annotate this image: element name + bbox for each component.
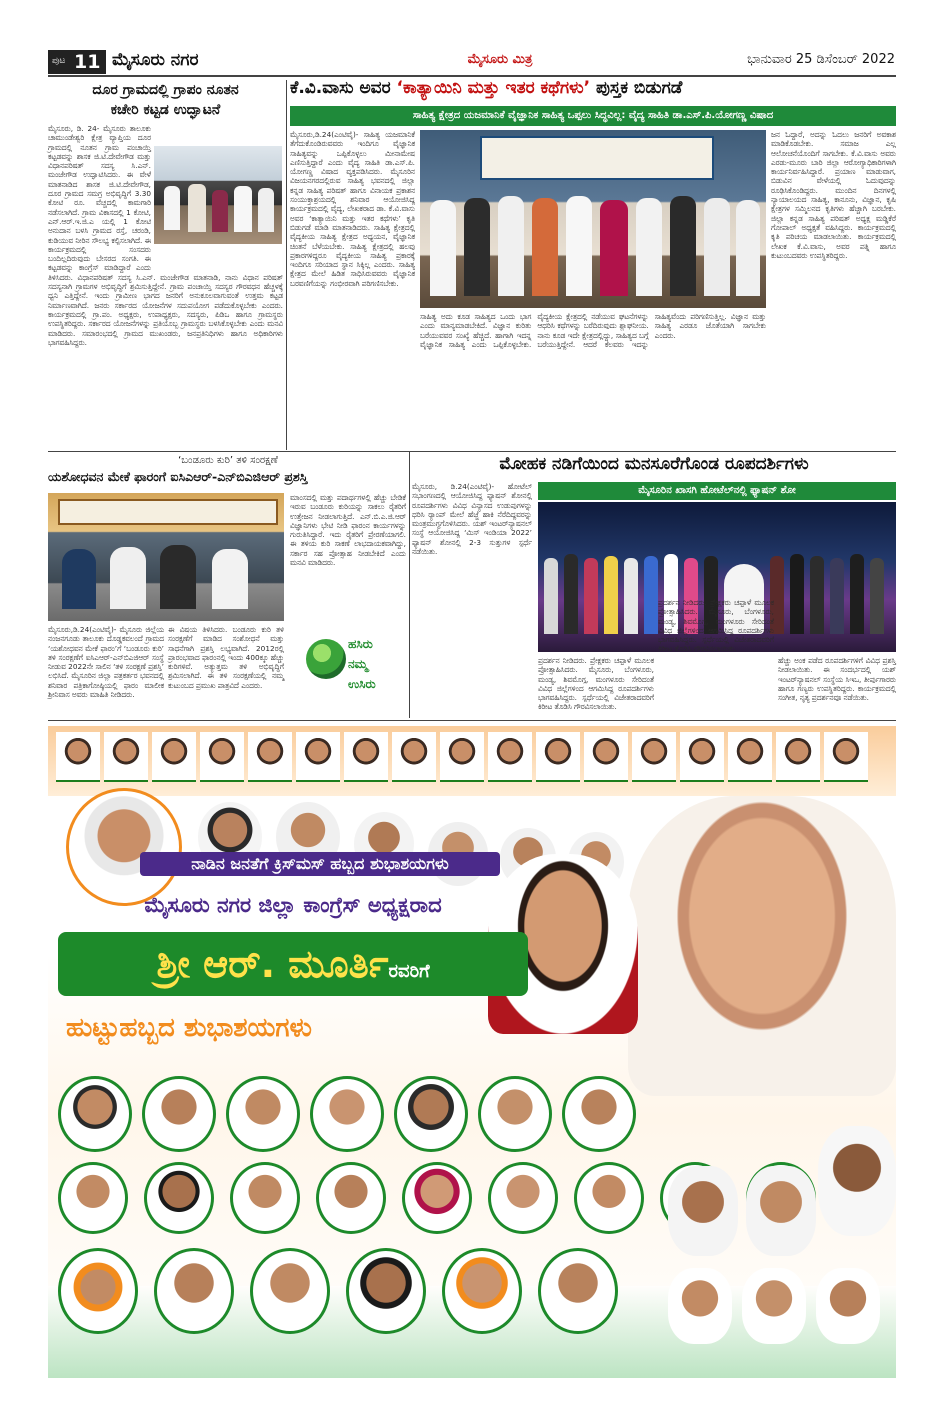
ad-bottom-row-3 [58, 1248, 888, 1368]
birthday-advertisement [48, 726, 896, 1378]
portrait [230, 1162, 300, 1234]
portrait [346, 1248, 426, 1334]
portrait [440, 732, 484, 782]
portrait [776, 732, 820, 782]
story1-body [48, 124, 283, 448]
story4-body-a [412, 482, 532, 714]
portrait [344, 732, 388, 782]
portrait [668, 1166, 738, 1256]
story2-body-right [771, 130, 896, 446]
portrait [584, 732, 628, 782]
story2-body-mid [420, 312, 766, 446]
story3-body-a [48, 625, 164, 715]
portrait [58, 1248, 138, 1334]
issue-date: ಭಾನುವಾರ 25 ಡಿಸೆಂಬರ್ 2022 [747, 52, 895, 67]
portrait [104, 732, 148, 782]
story3-headline: ಯಶೋಧವನ ಮೇಕೆ ಫಾರಂಗೆ ಐಸಿಎಆರ್-ಎನ್‌ಬಿಎಜಿಆರ್ ಪ್ರಶಸ್ತಿ [48, 469, 308, 484]
vertical-divider-1 [286, 80, 287, 450]
story4-text-b2: ಪ್ರದರ್ಶನ ನೀಡಿದರು. ಪ್ರೇಕ್ಷಕರು ಚಪ್ಪಾಳೆ ಮೂಲಕ ಪ್ರೋತ್ಸಾಹಿಸಿದರು. ಮೈಸೂರು, ಬೆಂಗಳೂರು, ಮಂಡ್ಯ, ಶಿವಮೊಗ್ಗ, ಮಂಗಳೂರು ಸೇರಿದಂತೆ ವಿವಿಧ ಜಿಲ್ಲೆಗಳಿಂದ ಆಗಮಿಸಿದ್ದ ರೂಪದರ್ಶಿಗಳು ಭಾಗವಹಿಸಿದ್ದರು. ಸ್ಪರ್ಧೆಯಲ್ಲಿ ವಿಜೇತರಾದವರಿಗೆ ಕಿರೀಟ ತೊಡಿಸಿ ಗೌರವಿಸಲಾಯಿತು. [658, 598, 774, 654]
story3-photo [48, 493, 284, 621]
page-number: 11 [74, 51, 101, 73]
green-logo-line3: ಉಸಿರು [348, 677, 376, 691]
portrait [728, 732, 772, 782]
story2-subhead: ಸಾಹಿತ್ಯ ಕ್ಷೇತ್ರದ ಯಜಮಾನಿಕೆ ವೈಜ್ಞಾನಿಕ ಸಾಹಿತ್ಯ ಒಪ್ಪಲು ಸಿದ್ಧವಿಲ್ಲ: ವೈದ್ಯ ಸಾಹಿತಿ ಡಾ.ಎಸ್.ಪಿ.ಯೋಗಣ್ಣ ವಿಷಾದ [290, 106, 896, 126]
portrait [394, 1076, 468, 1152]
story2-headline-quote: ‘ಕಾತ್ಯಾಯಿನಿ ಮತ್ತು ಇತರ ಕಥೆಗಳು’ [396, 78, 591, 98]
portrait [152, 732, 196, 782]
green-logo [298, 631, 398, 713]
portrait [56, 732, 100, 782]
portrait-large [66, 788, 182, 906]
portrait [226, 1076, 300, 1152]
portrait [818, 1126, 896, 1236]
story2-text-left: ಮೈಸೂರು,ಡಿ.24(ಎಂಟಿವೈ)- ಸಾಹಿತ್ಯ ಯಜಮಾನಿಕೆ ತೆಗೆದುಕೊಂಡಿರುವವರು ಇಂದಿಗೂ ವೈಜ್ಞಾನಿಕ ಸಾಹಿತ್ಯವನ್ನು ಒಪ್ಪಿಕೊಳ್ಳಲು ಮೀನಾಮೇಷ ಎಣಿಸುತ್ತಿದ್ದಾರೆ ಎಂದು ವೈದ್ಯ ಸಾಹಿತಿ ಡಾ.ಎಸ್.ಪಿ. ಯೋಗಣ್ಣ ವಿಷಾದ ವ್ಯಕ್ತಪಡಿಸಿದರು. ಮೈಸೂರಿನ ವಿಜಯನಗರದಲ್ಲಿರುವ ಸಾಹಿತ್ಯ ಭವನದಲ್ಲಿ ಜಿಲ್ಲಾ ಕನ್ನಡ ಸಾಹಿತ್ಯ ಪರಿಷತ್ ಹಾಗೂ ವಿನಾಯಕ ಪ್ರಕಾಶನ ಸಂಯುಕ್ತಾಶ್ರಯದಲ್ಲಿ ಶನಿವಾರ ಆಯೋಜಿಸಿದ್ದ ಕಾರ್ಯಕ್ರಮದಲ್ಲಿ ವೈದ್ಯ, ಲೇಖಕರಾದ ಡಾ. ಕೆ.ವಿ.ವಾಸು ಅವರ ‘ಕಾತ್ಯಾಯಿನಿ ಮತ್ತು ಇತರ ಕಥೆಗಳು’ ಕೃತಿ ಬಿಡುಗಡೆ ಮಾಡಿ ಮಾತನಾಡಿದರು. ಸಾಹಿತ್ಯ ಕ್ಷೇತ್ರದಲ್ಲಿ ವೈದ್ಯಕೀಯ ಸಾಹಿತ್ಯ ಕ್ಷೇತ್ರದ ಅಧ್ಯಯನ, ವೈಜ್ಞಾನಿಕ ಚಿಂತನೆ ಬೆಳೆಯಬೇಕು. ಸಾಹಿತ್ಯ ಕ್ಷೇತ್ರದಲ್ಲಿ ಹಲವು ಪ್ರಕಾರಗಳಿದ್ದರೂ ವೈದ್ಯಕೀಯ ಸಾಹಿತ್ಯ ಪ್ರಕಾರಕ್ಕೆ ಇಂದಿಗೂ ಸರಿಯಾದ ಸ್ಥಾನ ಸಿಕ್ಕಿಲ್ಲ ಎಂದರು. ಸಾಹಿತ್ಯ ಕ್ಷೇತ್ರದ ಮೇಲೆ ಹಿಡಿತ ಸಾಧಿಸಿರುವವರು ವೈಜ್ಞಾನಿಕ ಬರವಣಿಗೆಯನ್ನು ಗಂಭೀರವಾಗಿ ಪರಿಗಣಿಸಬೇಕು. [290, 130, 415, 288]
story4-body-b [538, 656, 654, 714]
portrait [668, 1268, 732, 1344]
story2-headline [290, 78, 896, 104]
portrait [742, 1268, 806, 1344]
portrait [488, 732, 532, 782]
ad-bottom-row-1 [58, 1076, 678, 1156]
horizontal-divider-2 [48, 720, 896, 721]
portrait [562, 1076, 636, 1152]
ad-greeting: ನಾಡಿನ ಜನತೆಗೆ ಕ್ರಿಸ್‌ಮಸ್ ಹಬ್ಬದ ಶುಭಾಶಯಗಳು [140, 852, 500, 876]
story2-text-mid: ಸಾಹಿತ್ಯ ಅದು ಕೂಡ ಸಾಹಿತ್ಯದ ಒಂದು ಭಾಗ ಎಂದು ಮಾನ್ಯಮಾಡಬೇಕಿದೆ. ವಿಜ್ಞಾನ ಕುರಿತು ಬರೆಯುವವರ ಸಂಖ್ಯೆ ಹೆಚ್ಚಿದೆ. ಹಾಗಾಗಿ ಇದನ್ನ ವೈಜ್ಞಾನಿಕ ಸಾಹಿತ್ಯ ಎಂದು ಒಪ್ಪಿಕೊಳ್ಳಬೇಕು. ವೈದ್ಯಕೀಯ ಕ್ಷೇತ್ರದಲ್ಲಿ ನಡೆಯುವ ಘಟನೆಗಳನ್ನು ಆಧರಿಸಿ ಕಥೆಗಳನ್ನು ಬರೆದಿರುವುದು ಶ್ಲಾಘನೀಯ. ನಾನು ಕೂಡ ಇದೇ ಕ್ಷೇತ್ರದಲ್ಲಿದ್ದು, ಸಾಹಿತ್ಯದ ಬಗ್ಗೆ ಬರೆಯುತ್ತಿದ್ದೇನೆ. ಆದರೆ ಕೆಲವರು ಇದನ್ನು ಸಾಹಿತ್ಯವೆಂದು ಪರಿಗಣಿಸುತ್ತಿಲ್ಲ. ವಿಜ್ಞಾನ ಮತ್ತು ಸಾಹಿತ್ಯ ಎರಡೂ ಜೊತೆಯಾಗಿ ಸಾಗಬೇಕು ಎಂದರು. [420, 312, 766, 349]
portrait [746, 1166, 816, 1256]
portrait [58, 1162, 128, 1234]
vertical-divider-2 [409, 452, 410, 718]
ad-top-portraits [56, 732, 888, 784]
portrait [536, 732, 580, 782]
masthead [0, 0, 945, 80]
story4-text-a: ಮೈಸೂರು, ಡಿ.24(ಎಂಟಿವೈ)- ಹೋಟೆಲ್ ಸಭಾಂಗಣದಲ್ಲಿ ಆಯೋಜಿಸಿದ್ದ ಫ್ಯಾಷನ್ ಶೋನಲ್ಲಿ ರೂಪದರ್ಶಿಗಳು ವಿವಿಧ ವಿನ್ಯಾಸದ ಉಡುಪುಗಳನ್ನು ಧರಿಸಿ ರ‍್ಯಾಂಪ್ ಮೇಲೆ ಹೆಜ್ಜೆ ಹಾಕಿ ನೆರೆದಿದ್ದವರನ್ನು ಮಂತ್ರಮುಗ್ಧಗೊಳಿಸಿದರು. ಯಶ್ ಇಂಟರ್‌ನ್ಯಾಷನಲ್ ಸಂಸ್ಥೆ ಆಯೋಜಿಸಿದ್ದ ‘ಮಿಸ್ ಇಂಡಿಯಾ 2022’ ಫ್ಯಾಷನ್ ಶೋನಲ್ಲಿ 2-3 ಸುತ್ತುಗಳ ಸ್ಪರ್ಧೆ ನಡೆಯಿತು. [412, 482, 532, 557]
portrait [680, 732, 724, 782]
story3-kicker: ‘ಬಂಡೂರು ಕುರಿ’ ತಳಿ ಸಂರಕ್ಷಣೆ [178, 455, 278, 466]
story4-body-b2 [658, 598, 774, 714]
ad-line2: ಮೈಸೂರು ನಗರ ಜಿಲ್ಲಾ ಕಾಂಗ್ರೆಸ್ ಅಧ್ಯಕ್ಷರಾದ [144, 893, 442, 917]
portrait [574, 1162, 644, 1234]
story-gram-panchayat [48, 80, 283, 450]
story3-body-b [168, 625, 284, 715]
ad-main-portrait [628, 796, 896, 1096]
portrait [142, 1076, 216, 1152]
portrait [200, 732, 244, 782]
page-label: ಪುಟ [52, 56, 66, 66]
story3-text-a: ಮೈಸೂರು,ಡಿ.24(ಎಂಟಿವೈ)- ಮೈಸೂರು ಜಿಲ್ಲೆಯ ನಂಜನಗೂಡು ತಾಲೂಕು ದೊಡ್ಡಕವಲಂದೆ ಗ್ರಾಮದ ‘ಯಶೋಧವನ ಮೇಕೆ ಫಾರಂ’ಗೆ ‘ಬಂಡೂರು ಕುರಿ’ ತಳಿ ಸಂರಕ್ಷಣೆಗೆ ಐಸಿಎಆರ್-ಎನ್‌ಬಿಎಜಿಆರ್ ಸಂಸ್ಥೆ ನೀಡುವ 2022ನೇ ಸಾಲಿನ ‘ತಳಿ ಸಂರಕ್ಷಣೆ ಪ್ರಶಸ್ತಿ’ ಲಭಿಸಿದೆ. ಮೈಸೂರಿನ ಜಿಲ್ಲಾ ಪತ್ರಕರ್ತರ ಭವನದಲ್ಲಿ ಶನಿವಾರ ಪತ್ರಿಕಾಗೋಷ್ಠಿಯಲ್ಲಿ ಫಾರಂ ಮಾಲೀಕ ಶ್ರೀನಿವಾಸ ಅವರು ಮಾಹಿತಿ ನೀಡಿದರು. [48, 625, 164, 700]
story-fashion-show [412, 452, 896, 718]
story2-photo [420, 130, 766, 308]
ad-line4: ಹುಟ್ಟುಹಬ್ಬದ ಶುಭಾಶಯಗಳು [66, 1013, 312, 1043]
portrait [250, 1248, 330, 1334]
portrait [392, 732, 436, 782]
story4-subhead: ಮೈಸೂರಿನ ಖಾಸಗಿ ಹೋಟೆಲ್‌ನಲ್ಲಿ ಫ್ಯಾಷನ್ ಶೋ [538, 482, 896, 500]
ad-name-block [58, 932, 528, 996]
portrait [478, 1076, 552, 1152]
story3-text-b: ಈ ವಿಷಯ ತಿಳಿಸಿದರು. ಬಂಡೂರು ಕುರಿ ತಳಿ ಸಂರಕ್ಷಣೆಗೆ ಮಾಡಿದ ಸಂಶೋಧನೆ ಮತ್ತು ಸಾಧನೆಗಾಗಿ ಪ್ರಶಸ್ತಿ ಲಭ್ಯವಾಗಿದೆ. 2012ರಲ್ಲಿ ಪ್ರಾರಂಭವಾದ ಫಾರಂನಲ್ಲಿ ಇಂದು 400ಕ್ಕೂ ಹೆಚ್ಚು ಕುರಿಗಳಿವೆ. ಅತ್ಯುತ್ತಮ ತಳಿ ಅಭಿವೃದ್ಧಿಗೆ ಶ್ರಮಿಸಲಾಗಿದೆ. ಈ ತಳಿ ಸಂರಕ್ಷಣೆಯಲ್ಲಿ ನಮ್ಮ ಕುಟುಂಬದ ಪ್ರಮುಖ ಪಾತ್ರವಿದೆ ಎಂದರು. [168, 625, 284, 690]
ad-name-suffix: ರವರಿಗೆ [388, 961, 430, 982]
story4-headline: ಮೋಹಕ ನಡಿಗೆಯಿಂದ ಮನಸೂರೆಗೊಂಡ ರೂಪದರ್ಶಿಗಳು [499, 454, 809, 474]
portrait [310, 1076, 384, 1152]
story1-headline-line2: ಕಚೇರಿ ಕಟ್ಟಡ ಉದ್ಘಾಟನೆ [110, 102, 221, 118]
portrait [402, 1162, 472, 1234]
ad-right-portraits [668, 1106, 896, 1256]
portrait [824, 732, 868, 782]
paper-name: ಮೈಸೂರು ಮಿತ್ರ [467, 52, 533, 67]
ad-name-main: ಶ್ರೀ ಆರ್. ಮೂರ್ತಿ [156, 942, 389, 986]
story1-text: ಮೈಸೂರು, ಡಿ. 24- ಮೈಸೂರು ತಾಲೂಕು ಚಾಮುಂಡೇಶ್ವರಿ ಕ್ಷೇತ್ರ ವ್ಯಾಪ್ತಿಯ ದೂರ ಗ್ರಾಮದಲ್ಲಿ ನೂತನ ಗ್ರಾಮ ಪಂಚಾಯ್ತಿ ಕಟ್ಟಡವನ್ನು ಶಾಸಕ ಜಿ.ಟಿ.ದೇವೇಗೌಡ ಮತ್ತು ವಿಧಾನಪರಿಷತ್ ಸದಸ್ಯ ಸಿ.ಎನ್. ಮಂಜೇಗೌಡ ಉದ್ಘಾಟಿಸಿದರು. ಈ ವೇಳೆ ಮಾತನಾಡಿದ ಶಾಸಕ ಜಿ.ಟಿ.ದೇವೇಗೌಡ, ದೂರ ಗ್ರಾಮದ ಸಮಗ್ರ ಅಭಿವೃದ್ಧಿಗೆ 3.30 ಕೋಟಿ ರೂ. ವೆಚ್ಚದಲ್ಲಿ ಕಾಮಗಾರಿ ನಡೆಸಲಾಗಿದೆ. ಗ್ರಾಮ ವಿಕಾಸದಲ್ಲಿ 1 ಕೋಟಿ, ಎನ್.ಆರ್.ಇ.ಜಿ.ಎ ಯಲ್ಲಿ 1 ಕೋಟಿ ಅನುದಾನ ಬಳಸಿ ಗ್ರಾಮದ ರಸ್ತೆ, ಚರಂಡಿ, ಕುಡಿಯುವ ನೀರಿನ ಸೌಲಭ್ಯ ಕಲ್ಪಿಸಲಾಗಿದೆ. ಈ ಕಾರ್ಯಕ್ರಮದಲ್ಲಿ ಸಂಸದರು ಬಂದಿಲ್ಲದಿರುವುದು ಬೇಸರದ ಸಂಗತಿ. ಈ ಕಟ್ಟಡವನ್ನು ಕಾಂಗ್ರೆಸ್ ಮಾಡಿದ್ದಾರೆ ಎಂದು ತಿಳಿಸಿದರು. ವಿಧಾನಪರಿಷತ್ ಸದಸ್ಯ ಸಿ.ಎನ್. ಮಂಜೇಗೌಡ ಮಾತನಾಡಿ, ನಾನು ವಿಧಾನ ಪರಿಷತ್ ಸದಸ್ಯನಾಗಿ ಗ್ರಾಮಗಳ ಅಭಿವೃದ್ಧಿಗೆ ಶ್ರಮಿಸುತ್ತಿದ್ದೇನೆ. ಗ್ರಾಮ ಪಂಚಾಯ್ತಿ ಸದಸ್ಯರ ಗೌರವಧನ ಹೆಚ್ಚಳಕ್ಕೆ ಧ್ವನಿ ಎತ್ತಿದ್ದೇನೆ. ಇಂದು ಗ್ರಾಮೀಣ ಭಾಗದ ಜನರಿಗೆ ಅನುಕೂಲವಾಗುವಂತೆ ಉತ್ತಮ ಕಟ್ಟಡ ನಿರ್ಮಾಣವಾಗಿದೆ. ಜನರು ಸರ್ಕಾರದ ಯೋಜನೆಗಳ ಸದುಪಯೋಗ ಪಡೆದುಕೊಳ್ಳಬೇಕು ಎಂದರು. ಕಾರ್ಯಕ್ರಮದಲ್ಲಿ ಗ್ರಾ.ಪಂ. ಅಧ್ಯಕ್ಷರು, ಉಪಾಧ್ಯಕ್ಷರು, ಸದಸ್ಯರು, ಪಿಡಿಒ ಹಾಗೂ ಗ್ರಾಮಸ್ಥರು ಉಪಸ್ಥಿತರಿದ್ದರು. ಸರ್ಕಾರದ ಯೋಜನೆಗಳನ್ನು ಪ್ರತಿಯೊಬ್ಬ ಗ್ರಾಮಸ್ಥರು ಬಳಸಿಕೊಳ್ಳಬೇಕು ಎಂದು ಮನವಿ ಮಾಡಿದರು. ಸಮಾರಂಭದಲ್ಲಿ ಗ್ರಾಮದ ಮುಖಂಡರು, ಜನಪ್ರತಿನಿಧಿಗಳು ಹಾಗೂ ಅಧಿಕಾರಿಗಳು ಭಾಗವಹಿಸಿದ್ದರು. [48, 124, 283, 347]
portrait [538, 1248, 618, 1334]
story2-headline-prefix: ಕೆ.ವಿ.ವಾಸು ಅವರ [290, 78, 397, 98]
story2-text-right: ಜನ ಓದ್ದಾರೆ, ಅದನ್ನು ಓದಲು ಜನರಿಗೆ ಅವಕಾಶ ಮಾಡಿಕೊಡಬೇಕು. ಸಮಾಜ ಎಲ್ಲ ಆಲೋಚನೆಯೊಂದಿಗೆ ಸಾಗಬೇಕು. ಕೆ.ವಿ.ವಾಸು ಅವರು ಎರಡು-ಮೂರು ಬಾರಿ ಜಿಲ್ಲಾ ಆರೋಗ್ಯಾಧಿಕಾರಿಗಳಾಗಿ ಕಾರ್ಯನಿರ್ವಹಿಸಿದ್ದಾರೆ. ಪ್ರಯಾಣ ಮಾಡುವಾಗ, ಬಿಡುವಿನ ವೇಳೆಯಲ್ಲಿ ಓದುವುದನ್ನು ರೂಢಿಸಿಕೊಂಡಿದ್ದರು. ಮುಂದಿನ ದಿನಗಳಲ್ಲಿ ನ್ಯಾಯಾಲಯದ ಸಾಹಿತ್ಯ, ಕಾನೂನು, ವಿಜ್ಞಾನ, ಕೃಷಿ ಕ್ಷೇತ್ರಗಳ ಸಮ್ಮಿಲನದ ಕೃತಿಗಳು ಹೆಚ್ಚಾಗಿ ಬರಬೇಕು. ಜಿಲ್ಲಾ ಕನ್ನಡ ಸಾಹಿತ್ಯ ಪರಿಷತ್ ಅಧ್ಯಕ್ಷ ಮಡ್ಡಿಕೆರೆ ಗೋಪಾಲ್ ಅಧ್ಯಕ್ಷತೆ ವಹಿಸಿದ್ದರು. ಕಾರ್ಯಕ್ರಮದಲ್ಲಿ ಕೃತಿ ಪರಿಚಯ ಮಾಡಲಾಯಿತು. ಕಾರ್ಯಕ್ರಮದಲ್ಲಿ ಲೇಖಕ ಕೆ.ವಿ.ವಾಸು, ಅವರ ಪತ್ನಿ ಹಾಗೂ ಕುಟುಂಬದವರು ಉಪಸ್ಥಿತರಿದ್ದರು. [771, 130, 896, 260]
story2-body-left [290, 130, 415, 446]
portrait [316, 1162, 386, 1234]
story3-text-c: ಮಾಂಸದಲ್ಲಿ ಮತ್ತು ಪದಾರ್ಥಗಳಲ್ಲಿ ಹೆಚ್ಚು ಬೇಡಿಕೆ ಇರುವ ಬಂಡೂರು ಕುರಿಯನ್ನು ಸಾಕಲು ರೈತರಿಗೆ ಉತ್ತೇಜನ ನೀಡಲಾಗುತ್ತಿದೆ. ಎನ್.ಬಿ.ಎ.ಜಿ.ಆರ್ ವಿಜ್ಞಾನಿಗಳು ಭೇಟಿ ನೀಡಿ ಫಾರಂನ ಕಾರ್ಯಗಳನ್ನು ಗುರುತಿಸಿದ್ದಾರೆ. ಇದು ರೈತರಿಗೆ ಪ್ರೇರಣೆಯಾಗಲಿ. ಈ ತಳಿಯ ಕುರಿ ಸಾಕಣೆ ಲಾಭದಾಯಕವಾಗಿದ್ದು, ಸರ್ಕಾರ ಸಹ ಪ್ರೋತ್ಸಾಹ ನೀಡಬೇಕಿದೆ ಎಂದು ಮನವಿ ಮಾಡಿದರು. [290, 493, 406, 568]
portrait [296, 732, 340, 782]
section-name: ಮೈಸೂರು ನಗರ [112, 50, 199, 70]
portrait [488, 1162, 558, 1234]
portrait [248, 732, 292, 782]
green-logo-line1: ಹಸಿರು [348, 637, 373, 651]
page-badge [48, 50, 106, 74]
story1-headline-line1: ದೂರ ಗ್ರಾಮದಲ್ಲಿ ಗ್ರಾಪಂ ನೂತನ [92, 82, 239, 98]
portrait [816, 1268, 880, 1344]
story-book-release [290, 76, 896, 450]
green-logo-line2: ನಮ್ಮ [348, 657, 368, 671]
portrait [154, 1248, 234, 1334]
story-sheep-farm [48, 455, 406, 717]
portrait [442, 1248, 522, 1334]
globe-icon [306, 639, 346, 679]
portrait [632, 732, 676, 782]
portrait [144, 1162, 214, 1234]
story4-body-c [778, 656, 896, 714]
portrait [58, 1076, 132, 1152]
story4-text-c: ಹೆಚ್ಚು ಅಂಕ ಪಡೆದ ರೂಪದರ್ಶಿಗಳಿಗೆ ವಿವಿಧ ಪ್ರಶಸ್ತಿ ನೀಡಲಾಯಿತು. ಈ ಸಂದರ್ಭದಲ್ಲಿ ಯಶ್ ಇಂಟರ್‌ನ್ಯಾಷನಲ್ ಸಂಸ್ಥೆಯ ಸಿಇಒ, ತೀರ್ಪುಗಾರರು ಹಾಗೂ ಗಣ್ಯರು ಉಪಸ್ಥಿತರಿದ್ದರು. ಕಾರ್ಯಕ್ರಮದಲ್ಲಿ ಸಂಗೀತ, ನೃತ್ಯ ಪ್ರದರ್ಶನವೂ ನಡೆಯಿತು. [778, 656, 896, 703]
story2-headline-suffix: ಪುಸ್ತಕ ಬಿಡುಗಡೆ [590, 78, 683, 98]
story4-text-b: ಪ್ರದರ್ಶನ ನೀಡಿದರು. ಪ್ರೇಕ್ಷಕರು ಚಪ್ಪಾಳೆ ಮೂಲಕ ಪ್ರೋತ್ಸಾಹಿಸಿದರು. ಮೈಸೂರು, ಬೆಂಗಳೂರು, ಮಂಡ್ಯ, ಶಿವಮೊಗ್ಗ, ಮಂಗಳೂರು ಸೇರಿದಂತೆ ವಿವಿಧ ಜಿಲ್ಲೆಗಳಿಂದ ಆಗಮಿಸಿದ್ದ ರೂಪದರ್ಶಿಗಳು ಭಾಗವಹಿಸಿದ್ದರು. ಸ್ಪರ್ಧೆಯಲ್ಲಿ ವಿಜೇತರಾದವರಿಗೆ ಕಿರೀಟ ತೊಡಿಸಿ ಗೌರವಿಸಲಾಯಿತು. [538, 656, 654, 712]
